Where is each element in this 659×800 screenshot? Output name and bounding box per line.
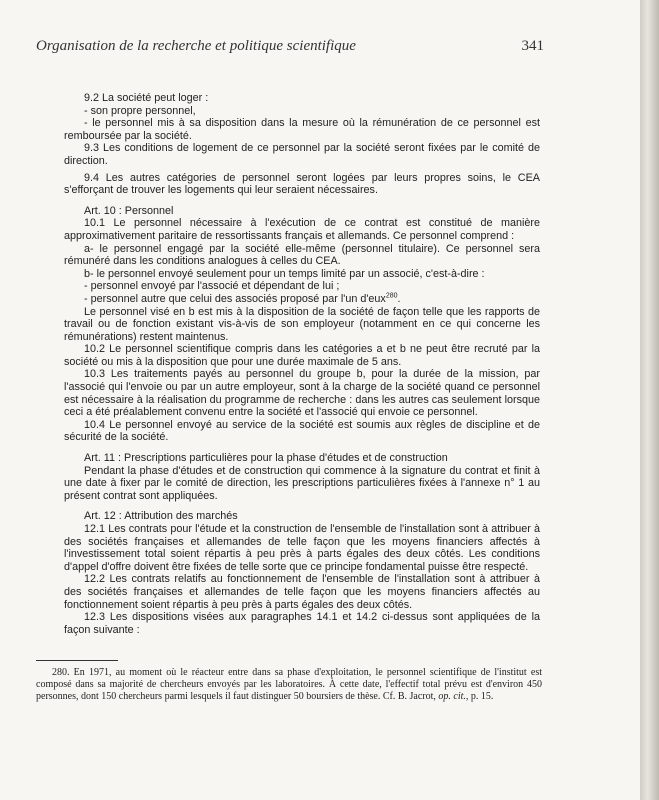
list-item: - le personnel mis à sa disposition dans la mesure où la rémunération de ce personnel est remboursée par la société. [64,117,540,142]
paragraph-10-1: 10.1 Le personnel nécessaire à l'exécution de ce contrat est constitué de manière approximativement paritaire de ressortissants français et allemands. Ce personnel comprend : [64,217,540,242]
paragraph-11: Pendant la phase d'études et de construction qui commence à la signature du contrat et finit à une date à fixer par le comité de direction, les prescriptions particulières fixées à l'annexe n° 1 au présent contrat sont appliquées. [64,464,540,502]
paragraph-10-1-b-detail: Le personnel visé en b est mis à la disposition de la société de façon telle que les rapports de travail ou de fonction existant vis-à-vis de son employeur (notamment en ce qui concerne les rémunérations) restent maintenus. [64,305,540,343]
article-10-heading: Art. 10 : Personnel [84,204,174,217]
page-number: 341 [521,38,544,54]
running-header [36,38,544,55]
list-item-text: - personnel autre que celui des associés proposé par l'un d'eux [84,292,386,305]
paragraph-10-3: 10.3 Les traitements payés au personnel du groupe b, pour la durée de la mission, par l'associé qui l'envoie ou par un autre employeur, sont à la charge de la société quand ce personnel est nécessaire à la réalisation du programme de recherche : dans les autres cas seulement lorsque ceci a été préalablement convenu entre la société et l'associé qui envoie ce personnel. [64,368,540,419]
paragraph-12-3: 12.3 Les dispositions visées aux paragraphes 14.1 et 14.2 ci-dessus sont appliquées de la façon suivante : [64,611,540,636]
paragraph-10-4: 10.4 Le personnel envoyé au service de la société est soumis aux règles de discipline et de sécurité de la société. [64,418,540,444]
footnote-reference: 280 [385,292,398,300]
article-11-heading: Art. 11 : Prescriptions particulières pour la phase d'études et de construction [84,452,448,465]
paragraph-10-2: 10.2 Le personnel scientifique compris dans les catégories a et b ne peut être recruté par la société ou mis à la disposition que pour une durée maximale de 5 ans. [64,343,540,368]
footnote-divider [36,660,118,661]
page-edge [640,0,659,800]
paragraph-9-3: 9.3 Les conditions de logement de ce personnel par la société seront fixées par le comité de direction. [64,142,540,167]
footnote-citation: op. cit. [438,691,466,703]
running-title: Organisation de la recherche et politique scientifique [36,38,356,54]
article-12-heading: Art. 12 : Attribution des marchés [84,510,238,523]
list-item-end: . [397,292,401,305]
paragraph-9-2: 9.2 La société peut loger : [84,92,209,104]
paragraph-12-2: 12.2 Les contrats relatifs au fonctionnement de l'ensemble de l'installation sont à attribuer à des sociétés françaises et allemandes de telle façon que les moyens financiers affectés au fonctionnement soient répartis à peu près à parts égales des deux côtés. [64,573,540,611]
footnote-end: , p. 15. [465,691,494,703]
list-item: - son propre personnel, [84,104,196,117]
list-item [64,293,540,306]
paragraph-10-1-b: b- le personnel envoyé seulement pour un temps limité par un associé, c'est-à-dire : [84,267,485,280]
main-text [64,92,540,636]
paragraph-9-4: 9.4 Les autres catégories de personnel seront logées par leurs propres soins, le CEA s'efforçant de trouver les logements qui leur seraient nécessaires. [64,171,540,197]
paragraph-10-1-a: a- le personnel engagé par la société elle-même (personnel titulaire). Ce personnel sera rémunéré dans les conditions analogues à celles du CEA. [64,242,540,268]
paragraph-12-1: 12.1 Les contrats pour l'étude et la construction de l'ensemble de l'installation sont à attribuer à des sociétés françaises et allemandes de telle façon que les moyens financiers affectés à l'investissement total soient répartis à peu près à parts égales des deux côtés. Les conditions d'appel d'offre doivent être fixées de telle sorte que ce principe fondamental puisse être respecté. [64,523,540,573]
footnote [36,667,542,704]
list-item: - personnel envoyé par l'associé et dépendant de lui ; [84,280,340,293]
footnote-text: En 1971, au moment où le réacteur entre dans sa phase d'exploitation, le personnel scientifique de l'institut est composé dans sa majorité de chercheurs envoyés par les laboratoires. À cette date, l'effectif total prévu est d'environ 450 personnes, dont 150 chercheurs parmi lesquels il faut distinguer 50 boursiers de thèse. Cf. B. Jacrot, [36,667,542,703]
footnote-number: 280. [52,667,70,678]
